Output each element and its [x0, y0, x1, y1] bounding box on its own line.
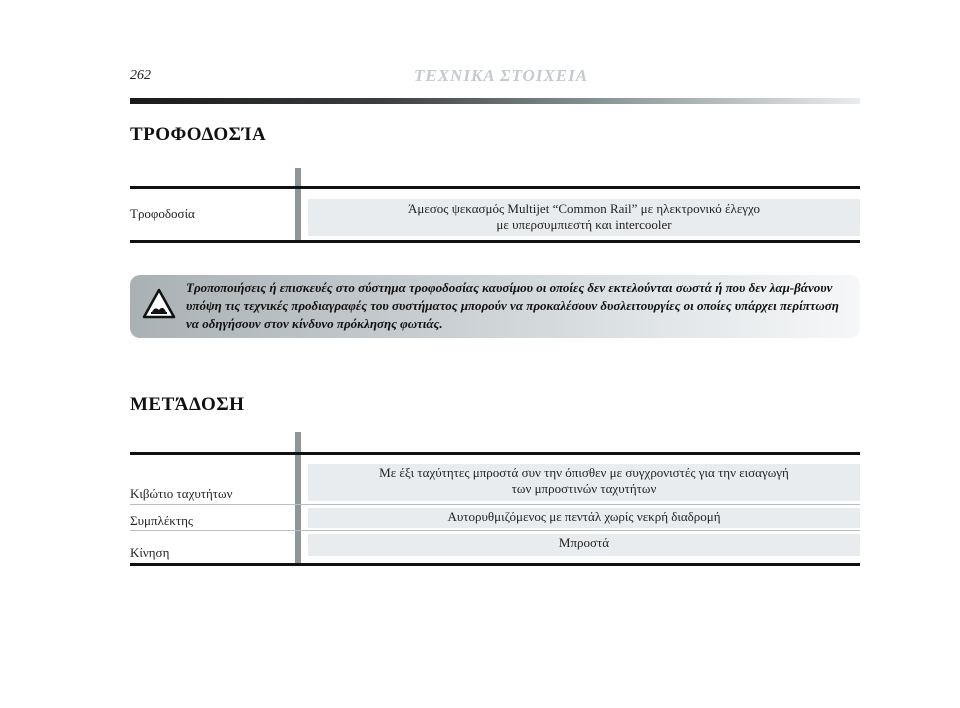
table-bottom-rule	[130, 563, 860, 566]
label-drive: Κίνηση	[130, 545, 170, 560]
table-top-rule	[130, 186, 860, 189]
section-title-transmission: ΜΕΤΆΔΟΣΗ	[130, 394, 245, 415]
value-drive: Μπροστά	[308, 534, 860, 556]
value-fuel-supply	[308, 199, 860, 236]
table-bottom-rule	[130, 240, 860, 243]
value-line: Άμεσος ψεκασμός Multijet “Common Rail” με ηλεκτρονικό έλεγχο	[407, 201, 761, 216]
warning-text: Τροποποιήσεις ή επισκευές στο σύστημα τροφοδοσίας καυσίμου οι οποίες δεν εκτελούνται σωστά ή που δεν λαμ-βάνουν υπόψη τις τεχνικές προδιαγραφές του συστήματος μπορούν να προκαλέσουν δυσλειτουργίες οι οποίες υπάρχει περίπτωση να οδηγήσουν στον κίνδυνο πρόκλησης φωτιάς.	[186, 280, 839, 331]
row-divider	[130, 504, 860, 505]
table-top-rule	[130, 452, 860, 455]
header-rule	[130, 98, 860, 104]
warning-box	[130, 275, 860, 338]
fuel-spec-table	[130, 168, 860, 244]
value-line: των μπροστινών ταχυτήτων	[511, 481, 657, 496]
row-divider	[130, 530, 860, 531]
label-gearbox: Κιβώτιο ταχυτήτων	[130, 486, 233, 501]
label-clutch: Συμπλέκτης	[130, 513, 194, 528]
value-line: Με έξι ταχύτητες μπροστά συν την όπισθεν με συγχρονιστές για την εισαγωγή	[379, 465, 789, 480]
transmission-spec-table	[130, 432, 860, 568]
warning-triangle-icon	[142, 288, 176, 320]
label-fuel-supply: Τροφοδοσία	[130, 206, 195, 221]
page-number: 262	[130, 68, 151, 83]
value-line: με υπερσυμπιεστή και intercooler	[496, 217, 672, 232]
value-clutch: Αυτορυθμιζόμενος με πεντάλ χωρίς νεκρή διαδρομή	[308, 508, 860, 528]
running-title: ΤΕΧΝΙΚΑ ΣΤΟΙΧΕΙΑ	[414, 66, 589, 85]
table-divider-bar	[295, 168, 301, 242]
value-gearbox	[308, 464, 860, 501]
section-title-fuel: ΤΡΟΦΟΔΟΣΊΑ	[130, 124, 267, 145]
